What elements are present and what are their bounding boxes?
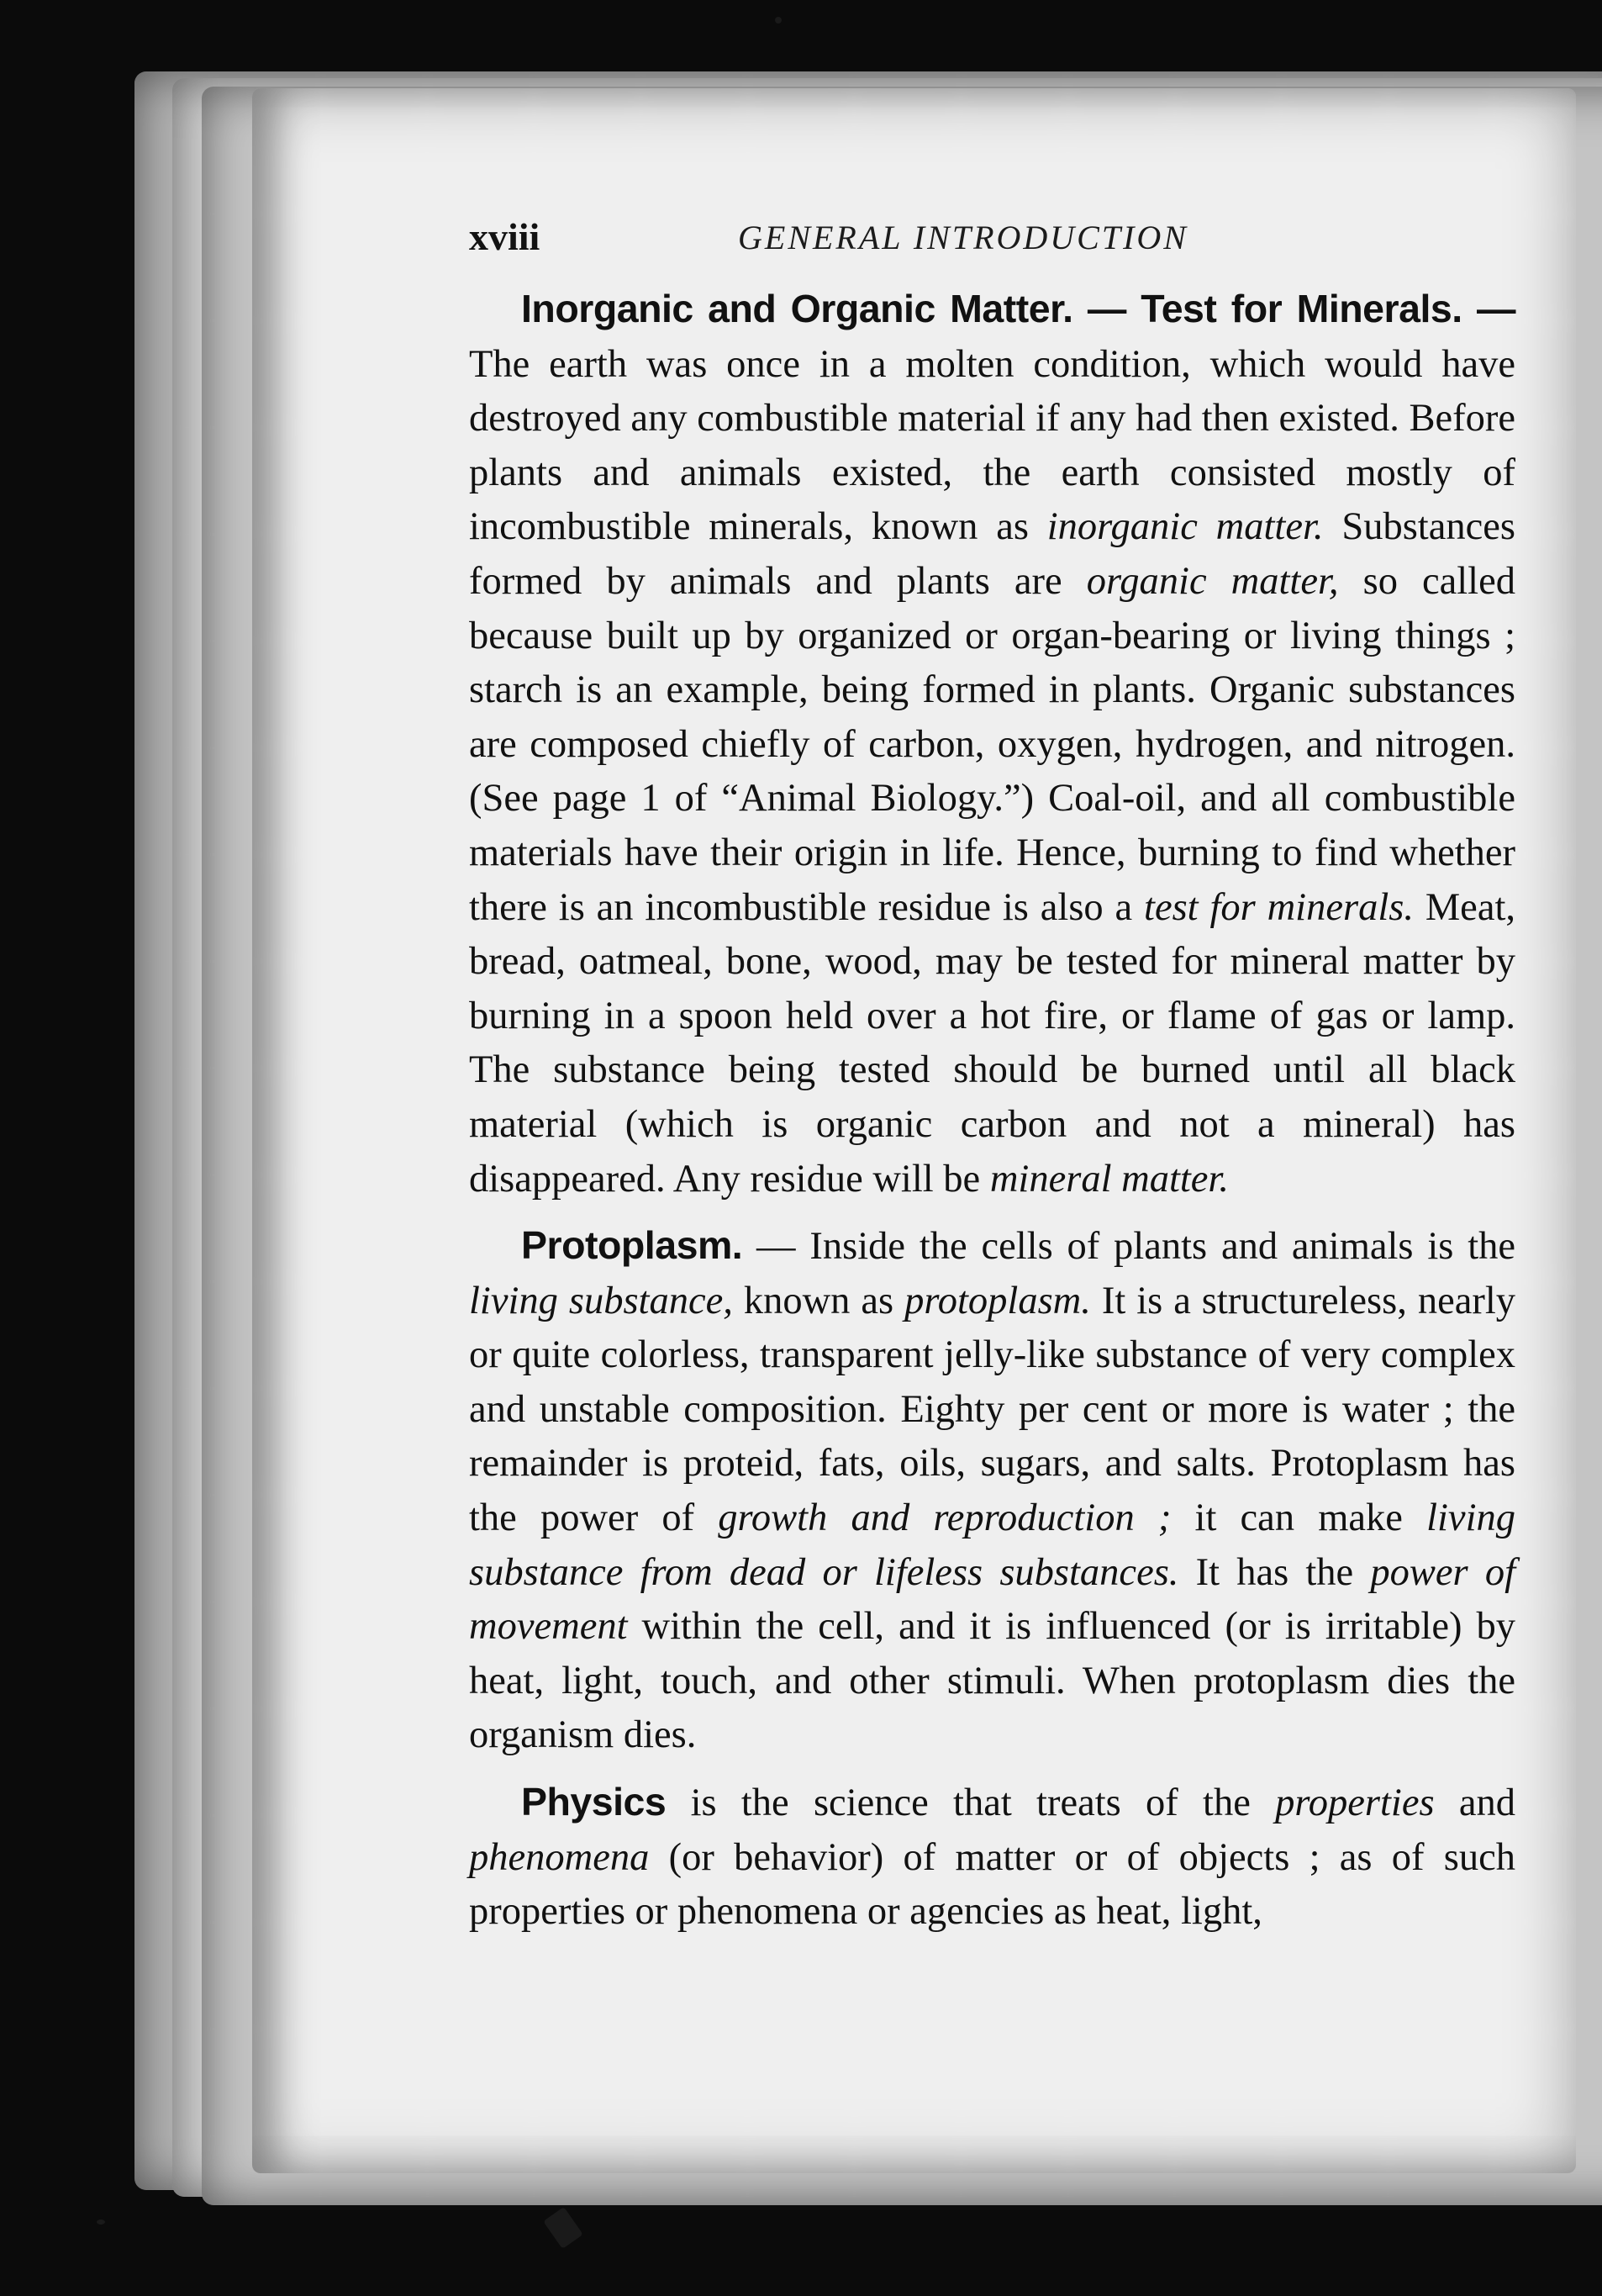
italic-term: growth and reproduction ; [718,1496,1172,1540]
italic-term: protoplasm. [904,1279,1091,1322]
text-run: It has the [1178,1550,1371,1594]
text-run: is the science that treats of the [666,1781,1276,1825]
paragraph-protoplasm [469,1218,1515,1763]
text-run: known as [732,1279,905,1322]
text-run: within the cell, and it is influenced (or is irritable) by heat, light, touch, and other stimuli. When protoplasm dies the organism dies. [469,1605,1515,1757]
italic-term: organic matter, [1086,559,1339,603]
running-head: GENERAL INTRODUCTION [738,219,1188,256]
italic-term: test for minerals. [1144,885,1414,929]
book-page [252,88,1576,2173]
text-run: It is a structureless, nearly or quite colorless, transparent jelly-like substance of very complex and unstable composition. Eighty per cent or more is water ; the remainder is proteid, fats, oils, sugars, and salts. Protoplasm has the power of [469,1279,1515,1540]
paragraph-physics [469,1775,1515,1940]
italic-term: mineral matter. [989,1157,1229,1201]
scan-speck [775,17,782,24]
page-header [469,214,1494,265]
italic-term: phenomena [469,1835,650,1879]
text-run: Meat, bread, oatmeal, bone, wood, may be tested for mineral matter by burning in a spoon held over a hot fire, or flame of gas or lamp. The substance being tested should be burned until all black material (which is organic carbon and not a mineral) has disappeared. Any residue will be [469,885,1515,1201]
text-run: and [1434,1781,1515,1825]
italic-term: living substance, [469,1279,733,1322]
paragraph-heading: Physics [521,1780,667,1824]
text-run: The earth was once in a molten condition, which would have destroyed any combustible material if any had then existed. Before plants and animals existed, the earth consisted mostly of incombustible minerals, known as [469,342,1515,549]
page-number: xviii [469,215,540,258]
italic-term: inorganic matter. [1046,505,1324,549]
body-text [469,282,1515,1940]
text-run: Substances formed by animals and plants are [469,505,1515,603]
italic-term: power of movement [469,1550,1515,1649]
text-run: (or behavior) of matter or of objects ; as of such properties or phenomena or agencies as heat, light, [469,1835,1515,1934]
italic-term: properties [1275,1781,1435,1825]
paragraph-inorganic-organic [469,282,1515,1206]
paragraph-heading: Protoplasm. [521,1223,743,1268]
italic-term: living substance from dead or lifeless substances. [469,1496,1515,1594]
paragraph-heading: Inorganic and Organic Matter. — Test for Minerals. — [521,287,1515,330]
text-run: so called because built up by organized or organ-bearing or living things ; starch is an example, being formed in plants. Organic substances are composed chiefly of carbon, oxygen, hydrogen, and nitrogen. (See page 1 of “Animal Biology.”) Coal-oil, and all combustible materials have their origin in life. Hence, burning to find whether there is an incombustible residue is also a [469,559,1515,929]
text-run: — Inside the cells of plants and animals is the [742,1225,1515,1269]
scan-speck [543,2207,583,2249]
scan-speck [97,2219,105,2225]
text-run: it can make [1171,1496,1427,1540]
